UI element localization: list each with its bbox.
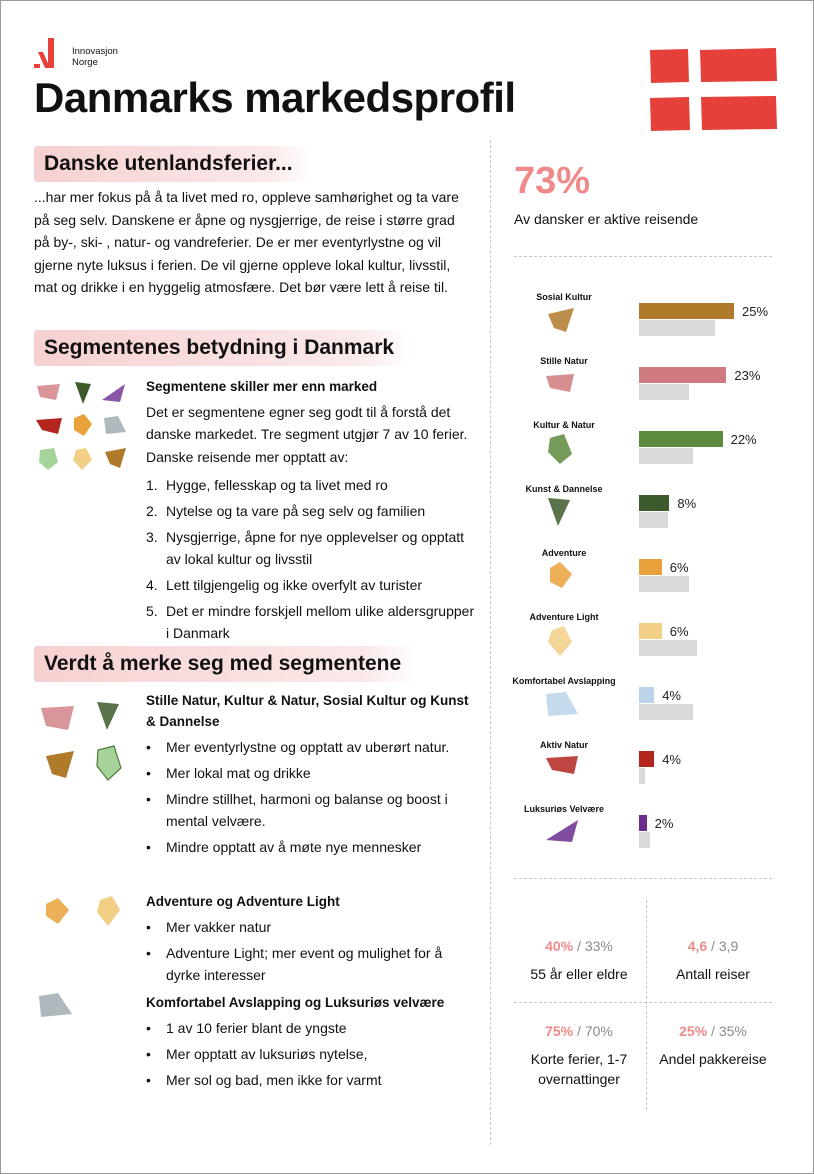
adventure-icon	[42, 896, 72, 926]
bar-danmark	[639, 687, 654, 703]
active-travellers-stat: 73%	[514, 160, 591, 202]
list-item: 3. Nysgjerrige, åpne for nye opplevelser og opptatt av lokal kultur og livsstil	[146, 528, 465, 567]
stat-trips: 4,6 / 3,9 Antall reiser	[676, 938, 750, 982]
bar-danmark	[639, 495, 669, 511]
notes-heading: Verdt å merke seg med segmentene	[34, 646, 419, 682]
bar-value-label: 8%	[677, 496, 697, 511]
bar-comparison	[639, 512, 668, 528]
list-item: • Mindre opptatt av å møte nye mennesker	[146, 839, 422, 855]
segment-shape-icon	[544, 688, 582, 722]
list-item: • Mer sol og bad, men ikke for varmt	[146, 1072, 382, 1088]
notes-group-title: Komfortabel Avslapping og Luksuriøs velvære	[146, 995, 445, 1010]
adventure-icon	[70, 412, 94, 438]
bar-danmark	[639, 303, 734, 319]
brand-name: Innovasjon Norge	[72, 46, 118, 68]
bar-value-label: 6%	[669, 624, 689, 639]
adventure-light-icon	[94, 894, 122, 928]
kultur-natur-icon	[36, 446, 60, 472]
notes-group-title: Stille Natur, Kultur & Natur, Sosial Kultur og Kunst & Dannelse	[146, 693, 469, 729]
segment-shape-icon	[544, 816, 582, 850]
stat-short-trips: 75% / 70% Korte ferier, 1-7 overnattinger	[530, 1023, 628, 1087]
bar-comparison	[639, 320, 715, 336]
notes-group-title: Adventure og Adventure Light	[146, 894, 340, 909]
list-item: • Adventure Light; mer event og mulighet for å dyrke interesser	[146, 945, 443, 983]
bar-value-label: 6%	[669, 560, 689, 575]
segment-shape-icon	[544, 624, 582, 658]
divider	[514, 256, 772, 257]
stat-package: 25% / 35% Andel pakkereise	[659, 1023, 767, 1067]
bar-value-label: 23%	[734, 368, 761, 383]
bar-comparison	[639, 640, 697, 656]
segment-shape-icon	[544, 752, 582, 786]
bar-value-label: 22%	[730, 432, 757, 447]
segment-shape-icon	[544, 304, 582, 338]
bar-comparison	[639, 832, 650, 848]
segment-label: Adventure Light	[529, 612, 599, 622]
list-item: • Mer opptatt av luksuriøs nytelse,	[146, 1046, 368, 1062]
active-travellers-caption: Av dansker er aktive reisende	[514, 211, 699, 227]
segment-label: Stille Natur	[540, 356, 588, 366]
bar-danmark	[639, 815, 647, 831]
bar-danmark	[639, 623, 662, 639]
list-item: • Mer lokal mat og drikke	[146, 765, 311, 781]
segment-shape-icon	[544, 432, 582, 466]
bar-value-label: 25%	[742, 304, 769, 319]
sosial-kultur-icon	[42, 748, 78, 782]
segment-label: Kultur & Natur	[533, 420, 595, 430]
bar-value-label: 4%	[662, 752, 681, 767]
denmark-flag	[648, 48, 778, 132]
segments-heading: Segmentenes betydning i Danmark	[34, 330, 412, 366]
list-item: 5. Det er mindre forskjell mellom ulike aldersgrupper i Danmark	[146, 602, 475, 641]
kunst-dannelse-icon	[94, 700, 122, 732]
segment-label: Kunst & Dannelse	[525, 484, 603, 494]
bar-danmark	[639, 367, 726, 383]
segment-shape-icon	[544, 368, 582, 402]
notes-group-1	[146, 690, 476, 862]
bar-value-label: 4%	[662, 688, 681, 703]
notes-group-3	[146, 992, 476, 1095]
aktiv-natur-icon	[34, 414, 64, 438]
segments-text: Det er segmentene egner seg godt til å forstå det danske markedet. Tre segment utgjør 7 av 10 ferier. Danske reisende mer opptatt av:	[146, 404, 468, 465]
komfortabel-avslapping-icon	[102, 414, 128, 436]
list-item: 1. Hygge, fellesskap og ta livet med ro	[146, 476, 388, 493]
segment-label: Adventure	[541, 548, 587, 558]
innovasjon-norge-logo	[34, 38, 68, 70]
segment-label: Aktiv Natur	[539, 740, 588, 750]
list-item: • 1 av 10 ferier blant de yngste	[146, 1020, 347, 1036]
list-item: 4. Lett tilgjengelig og ikke overfylt av turister	[146, 576, 423, 593]
luksurios-velvaere-icon	[100, 382, 128, 404]
bar-danmark	[639, 559, 662, 575]
list-item: 2. Nytelse og ta vare på seg selv og familien	[146, 502, 426, 519]
bar-comparison	[639, 704, 693, 720]
bar-comparison	[639, 576, 689, 592]
list-item: • Mer vakker natur	[146, 919, 272, 935]
intro-text: ...har mer fokus på å ta livet med ro, oppleve samhørighet og ta vare på seg selv. Danskene er åpne og nysgjerrige, de reise i større grad på by-, ski- , natur- og vandreferier. De er mer eventyrlystne og vil gjerne nyte luksus i ferien. De vil gjerne oppleve lokal kultur, livsstil, mat og drikke i en hyggelig atmosfære. Det bør være lett å reise til.	[34, 189, 459, 295]
bar-comparison	[639, 384, 689, 400]
page-title: Danmarks markedsprofil	[34, 74, 516, 121]
stille-natur-icon	[34, 382, 64, 404]
stat-age: 40% / 33% 55 år eller eldre	[530, 938, 628, 982]
segment-label: Komfortabel Avslapping	[512, 676, 616, 686]
divider	[514, 1002, 772, 1003]
kunst-dannelse-icon	[72, 380, 94, 406]
komfortabel-avslapping-icon	[36, 990, 76, 1020]
adventure-light-icon	[70, 446, 94, 472]
divider	[514, 878, 772, 879]
kultur-natur-icon	[94, 744, 124, 782]
bar-danmark	[639, 751, 654, 767]
intro-heading: Danske utenlandsferier...	[34, 146, 311, 182]
list-item: • Mer eventyrlystne og opptatt av uberørt natur.	[146, 739, 450, 755]
notes-group-2	[146, 891, 476, 990]
segments-body	[146, 376, 476, 648]
list-item: • Mindre stillhet, harmoni og balanse og boost i mental velvære.	[146, 791, 448, 829]
stats-divider	[646, 900, 647, 1110]
bar-value-label: 2%	[654, 816, 674, 831]
bar-comparison	[639, 768, 645, 784]
stille-natur-icon	[38, 702, 78, 736]
bar-comparison	[639, 448, 693, 464]
segments-list	[146, 474, 476, 644]
segments-subtitle: Segmentene skiller mer enn marked	[146, 379, 378, 394]
bar-danmark	[639, 431, 723, 447]
segment-shape-icon	[544, 496, 582, 530]
segment-shape-icon	[544, 560, 582, 594]
segment-label: Sosial Kultur	[536, 292, 592, 302]
column-divider	[490, 140, 491, 1145]
sosial-kultur-icon	[102, 446, 128, 470]
segment-label: Luksuriøs Velvære	[523, 804, 605, 814]
